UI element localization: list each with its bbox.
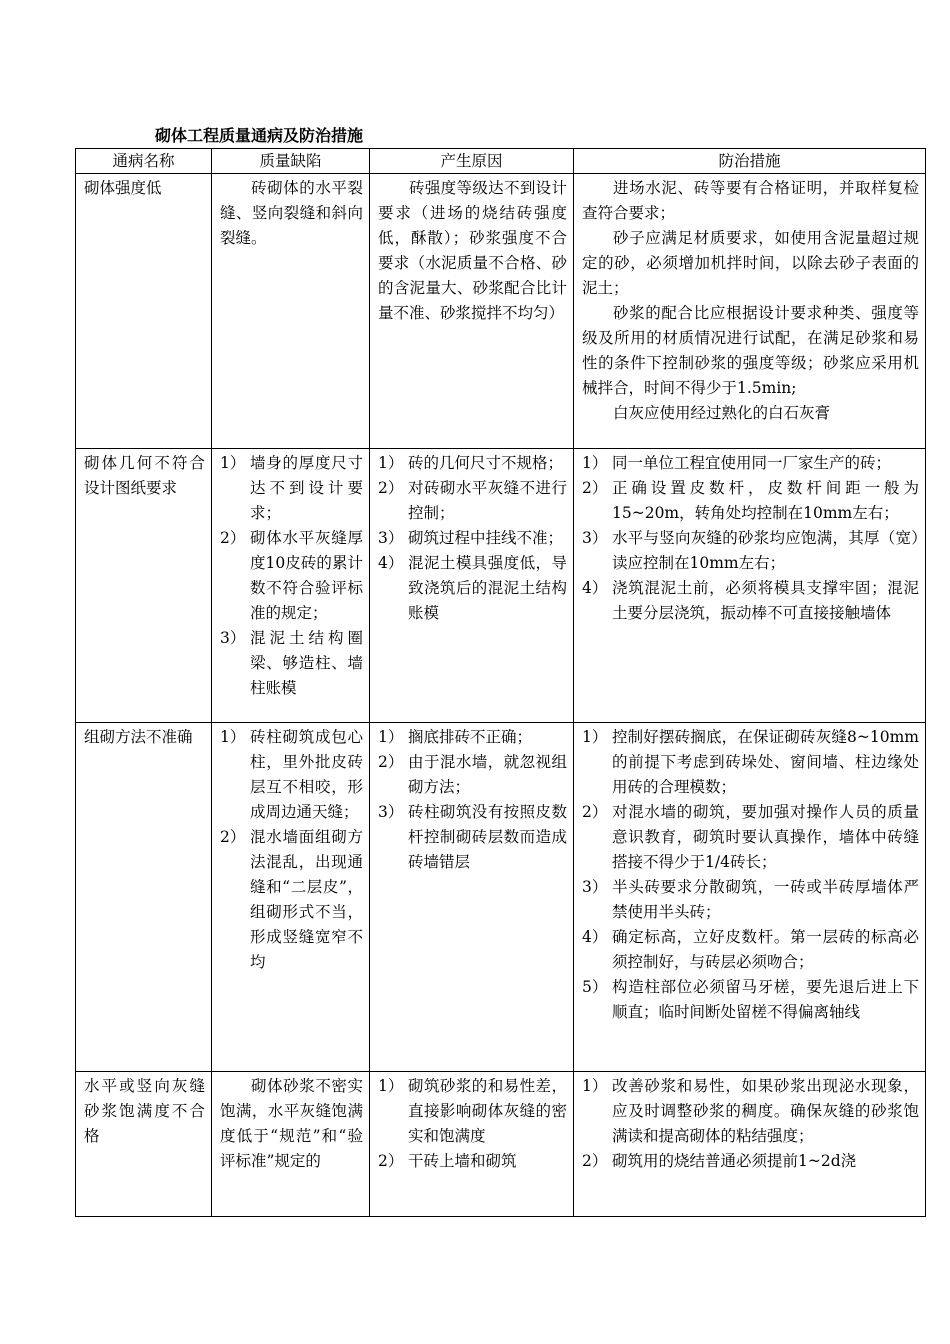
- item-text: 砖的几何尺寸不规格；: [408, 454, 564, 472]
- item-number: 2）: [378, 479, 404, 497]
- list-item: [220, 451, 363, 526]
- header-prevention: 防治措施: [574, 149, 926, 174]
- measure-cell: [574, 449, 926, 723]
- item-text: 正确设置皮数杆，皮数杆间距一般为15~20m，转角处均控制在10mm左右；: [612, 479, 919, 522]
- item-number: 1）: [220, 728, 246, 746]
- item-text: 砌筑用的烧结普通必须提前1~2d浇: [612, 1152, 857, 1170]
- item-number: 1）: [378, 454, 404, 472]
- list-item: [220, 526, 363, 626]
- item-text: 砖柱砌筑没有按照皮数杆控制砌砖层数而造成砖墙错层: [408, 803, 567, 871]
- list-item: [220, 725, 363, 825]
- item-text: 混水墙面组砌方法混乱，出现通缝和“二层皮”，组砌形式不当，形成竖缝宽窄不均: [250, 828, 363, 971]
- list-item: [582, 975, 919, 1025]
- list-item: [220, 825, 363, 975]
- defect-text: 砌体砂浆不密实饱满，水平灰缝饱满度低于“规范”和“验评标准”规定的: [220, 1077, 363, 1170]
- item-text: 砌筑过程中挂线不准；: [408, 529, 564, 547]
- list-item: [582, 875, 919, 925]
- item-number: 1）: [582, 1077, 608, 1095]
- item-number: 3）: [378, 529, 404, 547]
- item-number: 2）: [378, 753, 404, 771]
- item-number: 1）: [582, 454, 608, 472]
- defect-cell: [212, 174, 370, 449]
- defect-name-cell: 组砌方法不准确: [76, 723, 212, 1072]
- item-number: 2）: [220, 828, 246, 846]
- header-cause: 产生原因: [370, 149, 574, 174]
- item-number: 1）: [378, 1077, 404, 1095]
- measure-cell: [574, 1072, 926, 1217]
- measure-cell: [574, 723, 926, 1072]
- measure-cell: [574, 174, 926, 449]
- list-item: [378, 1074, 567, 1149]
- list-item: [582, 1149, 919, 1174]
- item-number: 2）: [582, 803, 608, 821]
- item-number: 4）: [582, 928, 608, 946]
- table-row: [76, 1072, 926, 1217]
- item-text: 控制好摆砖搁底，在保证砌砖灰缝8~10mm的前提下考虑到砖垛处、窗间墙、柱边缘处用砖的合理模数；: [612, 728, 919, 796]
- item-text: 同一单位工程宜使用同一厂家生产的砖；: [612, 454, 892, 472]
- header-quality-defect: 质量缺陷: [212, 149, 370, 174]
- defect-text: 砖砌体的水平裂缝、竖向裂缝和斜向裂缝。: [220, 179, 363, 247]
- item-number: 5）: [582, 978, 608, 996]
- item-text: 构造柱部位必须留马牙槎，要先退后进上下顺直；临时间断处留槎不得偏离轴线: [612, 978, 919, 1021]
- item-number: 3）: [378, 803, 404, 821]
- list-item: [582, 476, 919, 526]
- list-item: [378, 551, 567, 626]
- list-item: [582, 800, 919, 875]
- defect-cell: [212, 449, 370, 723]
- list-item: [378, 725, 567, 750]
- item-number: 4）: [582, 579, 608, 597]
- item-number: 2）: [582, 1152, 608, 1170]
- list-item: [582, 925, 919, 975]
- list-item: [378, 526, 567, 551]
- item-text: 混泥土结构圈梁、够造柱、墙柱账模: [250, 629, 363, 697]
- document-title: 砌体工程质量通病及防治措施: [155, 126, 364, 145]
- item-number: 1）: [378, 728, 404, 746]
- defect-name-cell: 砌体几何不符合设计图纸要求: [76, 449, 212, 723]
- item-text: 干砖上墙和砌筑: [408, 1152, 517, 1170]
- measure-paragraph: 砂子应满足材质要求，如使用含泥量超过规定的砂，必须增加机拌时间，以除去砂子表面的泥土；: [582, 229, 919, 297]
- item-text: 由于混水墙，就忽视组砌方法；: [408, 753, 567, 796]
- list-item: [378, 476, 567, 526]
- table-row: [76, 723, 926, 1072]
- list-item: [582, 1074, 919, 1149]
- measure-paragraph: 白灰应使用经过熟化的白石灰膏: [613, 404, 831, 422]
- header-defect-name: 通病名称: [76, 149, 212, 174]
- list-item: [582, 576, 919, 626]
- cause-cell: [370, 1072, 574, 1217]
- item-number: 2）: [220, 529, 246, 547]
- item-text: 砌筑砂浆的和易性差，直接影响砌体灰缝的密实和饱满度: [408, 1077, 567, 1145]
- cause-text: 砖强度等级达不到设计要求（进场的烧结砖强度低，酥散）；砂浆强度不合要求（水泥质量不合格、砂的含泥量大、砂浆配合比计量不准、砂浆搅拌不均匀）: [378, 179, 567, 322]
- item-text: 确定标高，立好皮数杆。第一层砖的标高必须控制好，与砖层必须吻合；: [612, 928, 919, 971]
- item-text: 对混水墙的砌筑，要加强对操作人员的质量意识教育，砌筑时要认真操作，墙体中砖缝搭接不得少于1/4砖长；: [612, 803, 919, 871]
- list-item: [220, 626, 363, 701]
- list-item: [378, 1149, 567, 1174]
- list-item: [582, 526, 919, 576]
- cause-cell: [370, 723, 574, 1072]
- defects-table: [75, 148, 926, 1217]
- item-number: 4）: [378, 554, 404, 572]
- list-item: [582, 725, 919, 800]
- measure-paragraph: 砂浆的配合比应根据设计要求种类、强度等级及所用的材质情况进行试配，在满足砂浆和易性的条件下控制砂浆的强度等级；砂浆应采用机械拌合，时间不得少于1.5min;: [582, 304, 919, 397]
- item-number: 1）: [582, 728, 608, 746]
- list-item: [378, 451, 567, 476]
- list-item: [582, 451, 919, 476]
- defect-name-cell: 水平或竖向灰缝砂浆饱满度不合格: [76, 1072, 212, 1217]
- item-text: 半头砖要求分散砌筑，一砖或半砖厚墙体严禁使用半头砖；: [612, 878, 919, 921]
- cause-cell: [370, 174, 574, 449]
- item-number: 2）: [378, 1152, 404, 1170]
- defect-name-cell: 砌体强度低: [76, 174, 212, 449]
- item-number: 1）: [220, 454, 246, 472]
- item-text: 改善砂浆和易性，如果砂浆出现泌水现象，应及时调整砂浆的稠度。确保灰缝的砂浆饱满读和提高砌体的粘结强度；: [612, 1077, 919, 1145]
- item-text: 混泥土模具强度低，导致浇筑后的混泥土结构账模: [408, 554, 567, 622]
- item-text: 砌体水平灰缝厚度10皮砖的累计数不符合验评标准的规定；: [250, 529, 363, 622]
- cause-cell: [370, 449, 574, 723]
- item-text: 砖柱砌筑成包心柱，里外批皮砖层互不相咬，形成周边通天缝；: [250, 728, 363, 821]
- table-row: [76, 174, 926, 449]
- defect-cell: [212, 723, 370, 1072]
- list-item: [378, 750, 567, 800]
- item-number: 3）: [220, 629, 246, 647]
- item-text: 浇筑混泥土前，必须将模具支撑牢固；混泥土要分层浇筑，振动棒不可直接接触墙体: [612, 579, 919, 622]
- item-text: 搁底排砖不正确；: [408, 728, 533, 746]
- table-row: [76, 449, 926, 723]
- measure-paragraph: 进场水泥、砖等要有合格证明，并取样复检查符合要求；: [582, 179, 919, 222]
- defect-cell: [212, 1072, 370, 1217]
- table-header-row: [76, 149, 926, 174]
- item-number: 3）: [582, 529, 608, 547]
- list-item: [378, 800, 567, 875]
- item-text: 墙身的厚度尺寸达不到设计要求；: [250, 454, 363, 522]
- item-number: 3）: [582, 878, 608, 896]
- item-number: 2）: [582, 479, 608, 497]
- item-text: 水平与竖向灰缝的砂浆均应饱满，其厚（宽）读应控制在10mm左右；: [612, 529, 919, 572]
- item-text: 对砖砌水平灰缝不进行控制；: [408, 479, 567, 522]
